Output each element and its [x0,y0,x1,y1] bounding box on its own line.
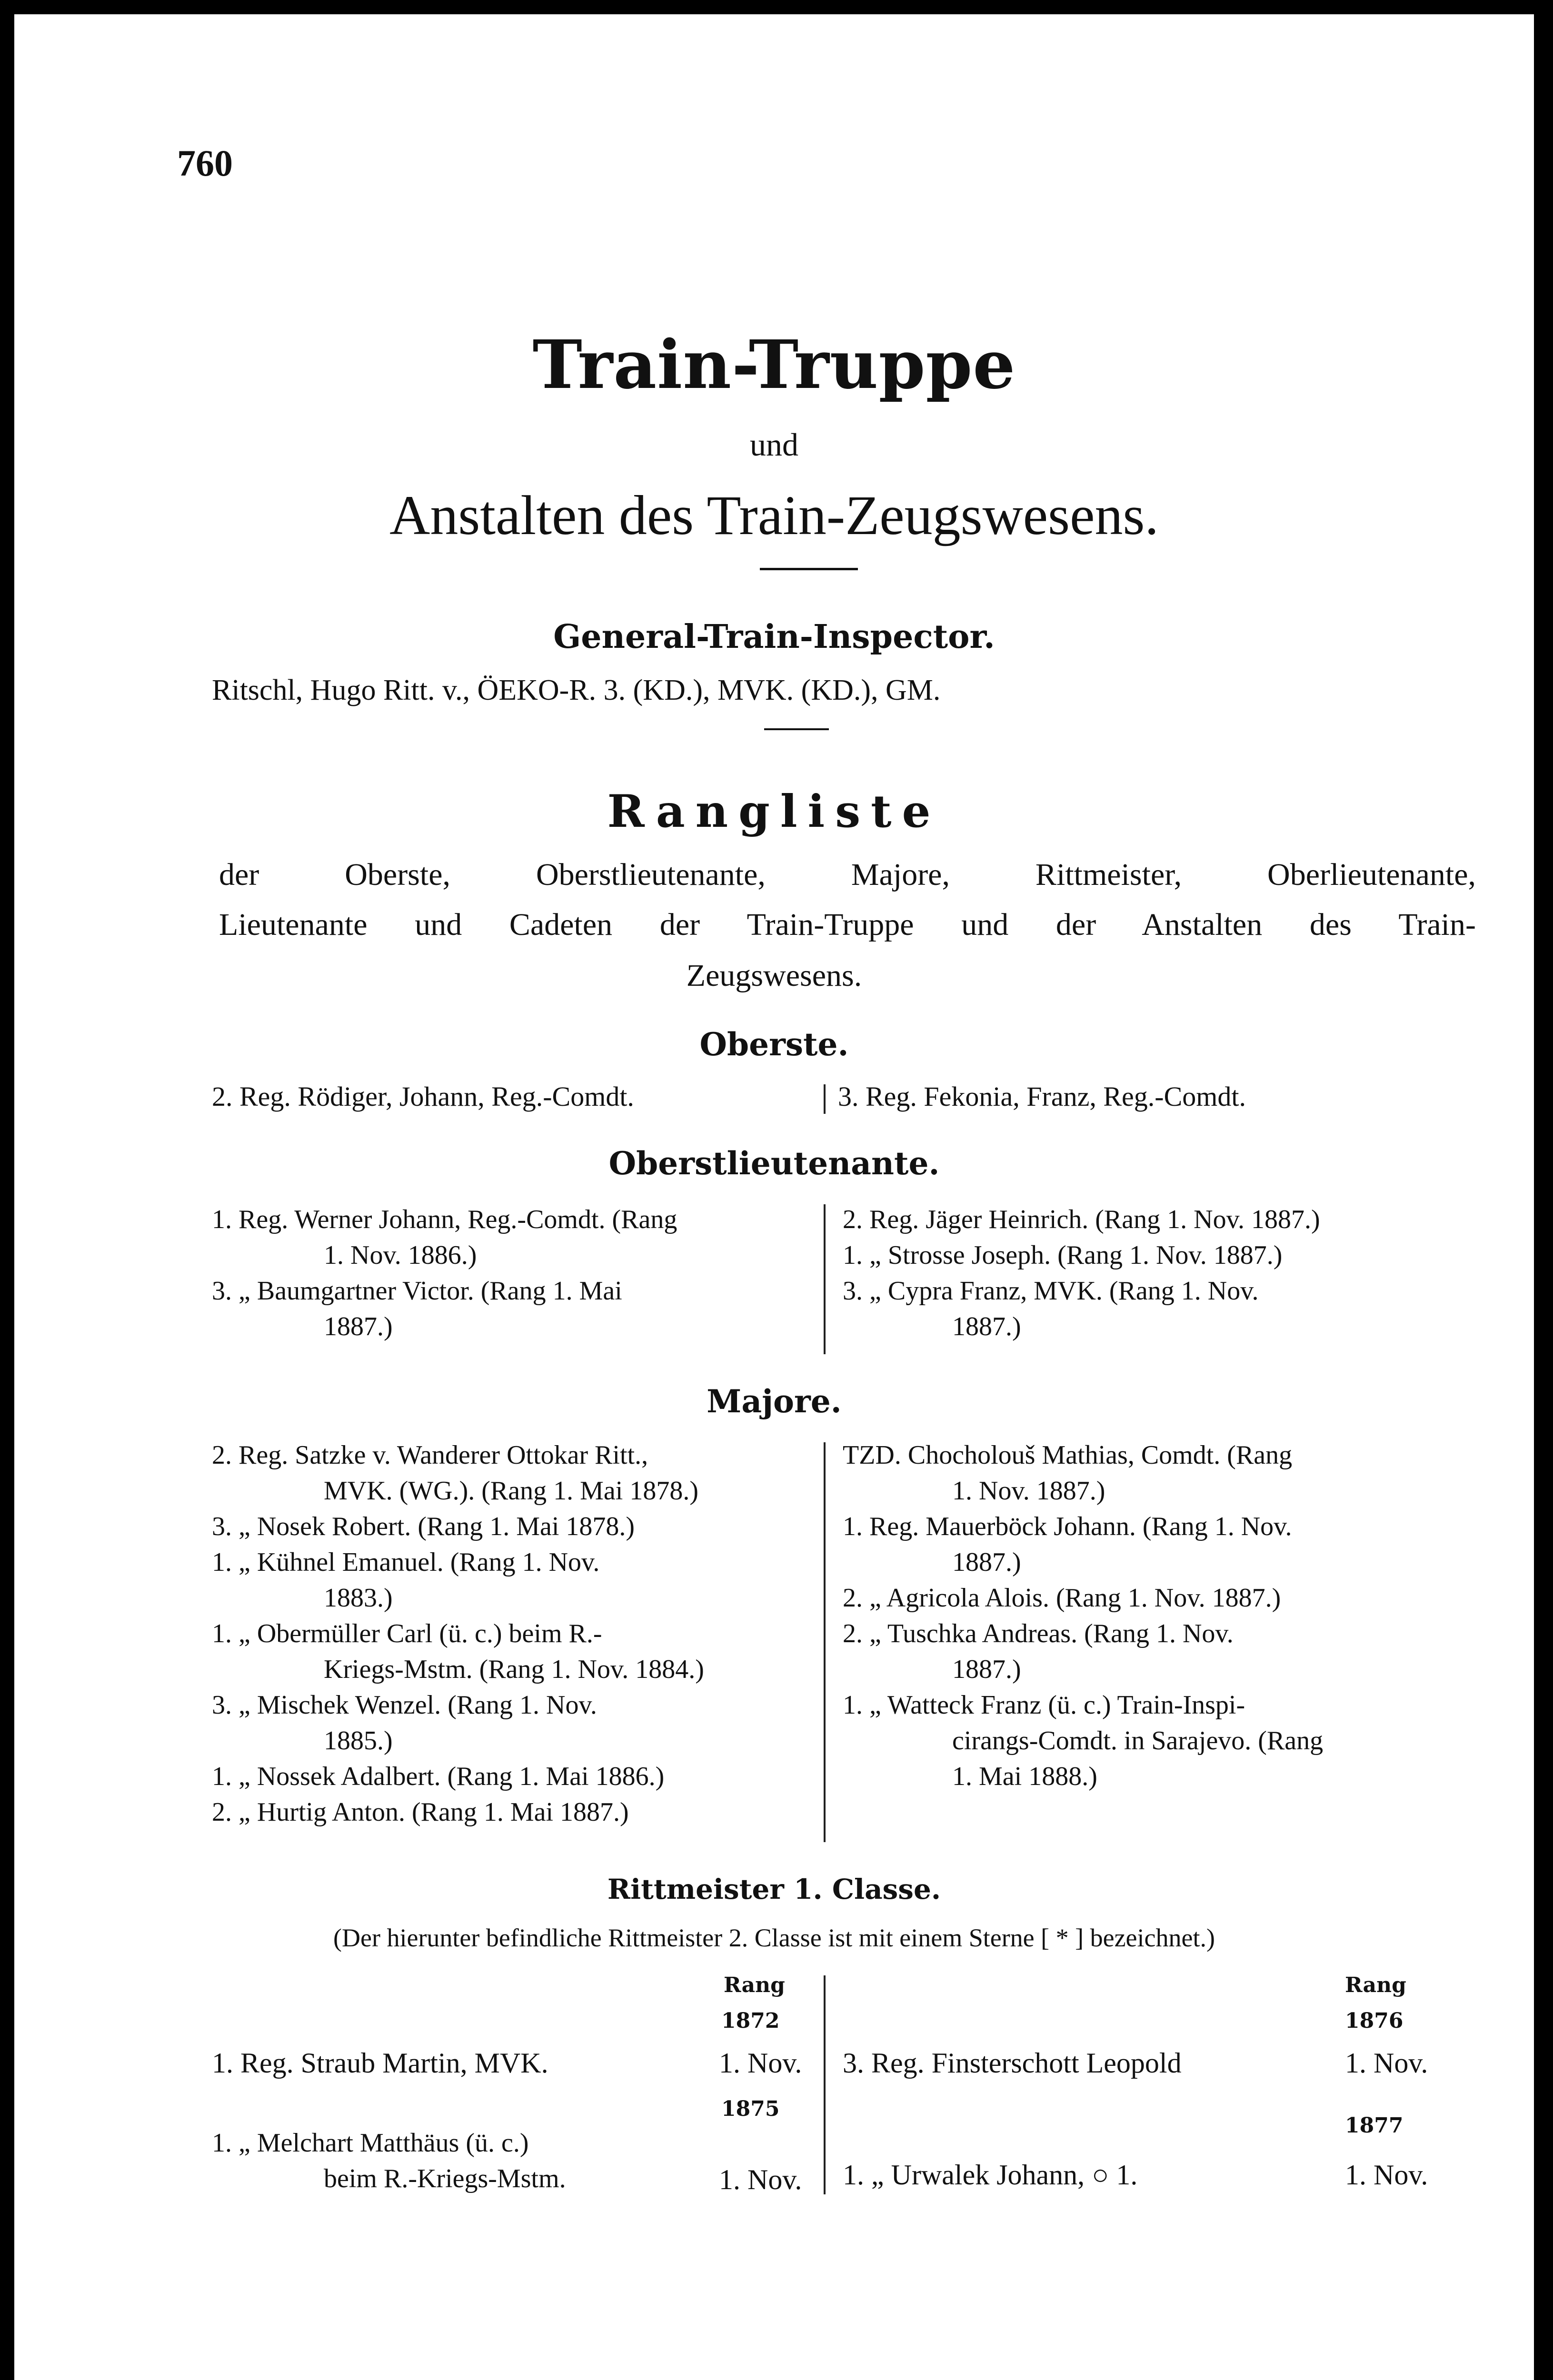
page-subtitle: Anstalten des Train-Zeugswesens. [389,484,1159,546]
list-item: beim R.-Kriegs-Mstm. [324,2164,566,2193]
inspector-entry: Ritschl, Hugo Ritt. v., ÖEKO-R. 3. (KD.), MVK. (KD.), GM. [212,674,941,706]
list-item: 1. Reg. Werner Johann, Reg.-Comdt. (Rang [212,1205,677,1234]
list-item: Kriegs-Mstm. (Rang 1. Nov. 1884.) [324,1655,704,1684]
oberste-heading: Oberste. [699,1026,849,1063]
list-item: 1. „ Watteck Franz (ü. c.) Train-Inspi- [843,1690,1245,1720]
divider [760,568,858,570]
list-item: 1. Reg. Straub Martin, MVK. [212,2047,548,2079]
list-item: 1. Reg. Mauerböck Johann. (Rang 1. Nov. [843,1512,1292,1541]
list-item: 3. „ Mischek Wenzel. (Rang 1. Nov. [212,1690,597,1720]
list-item: 1. Nov. 1887.) [952,1476,1105,1506]
intro-line: Zeugswesens. [686,958,862,993]
rang-date: 1. Nov. [1345,2047,1428,2079]
intro-line: Lieutenante und Cadeten der Train-Truppe und der Anstalten des Train- [219,907,1476,942]
rang-date: 1. Nov. [1345,2159,1428,2191]
list-item: TZD. Chocholouš Mathias, Comdt. (Rang [843,1440,1293,1470]
list-item: 1887.) [324,1312,393,1341]
list-item: 1. „ Urwalek Johann, ○ 1. [843,2159,1138,2191]
rang-label: Rang [1345,1973,1406,1997]
list-item: 3. „ Baumgartner Victor. (Rang 1. Mai [212,1276,622,1306]
list-item: 2. „ Tuschka Andreas. (Rang 1. Nov. [843,1619,1234,1648]
rang-date: 1. Nov. [719,2164,802,2195]
list-item: 3. „ Cypra Franz, MVK. (Rang 1. Nov. [843,1276,1259,1306]
list-item: 3. Reg. Finsterschott Leopold [843,2047,1182,2079]
list-item: 1887.) [952,1547,1021,1577]
list-item: 1. „ Strosse Joseph. (Rang 1. Nov. 1887.) [843,1240,1283,1270]
inspector-heading: General-Train-Inspector. [553,618,995,656]
list-item: MVK. (WG.). (Rang 1. Mai 1878.) [324,1476,698,1506]
title-connector: und [750,426,798,463]
majore-heading: Majore. [707,1383,842,1420]
rang-date: 1. Nov. [719,2047,802,2079]
divider [764,728,829,730]
rang-year: 1872 [721,2009,780,2033]
column-divider [824,1084,826,1114]
rang-label: Rang [724,1973,785,1997]
rittmeister-heading: Rittmeister 1. Classe. [607,1873,941,1905]
list-item: 2. „ Agricola Alois. (Rang 1. Nov. 1887.) [843,1583,1281,1613]
list-item: 2. Reg. Jäger Heinrich. (Rang 1. Nov. 1887.) [843,1205,1320,1234]
column-divider [824,1442,826,1842]
column-divider [824,1204,826,1354]
list-item: 1. „ Melchart Matthäus (ü. c.) [212,2128,529,2158]
rang-year: 1875 [721,2097,780,2121]
rangliste-heading: Rangliste [607,785,941,838]
list-item: 2. Reg. Rödiger, Johann, Reg.-Comdt. [212,1081,634,1112]
document-page [14,14,1534,2380]
list-item: 3. Reg. Fekonia, Franz, Reg.-Comdt. [838,1081,1246,1112]
oberstlieutenante-heading: Oberstlieutenante. [608,1145,940,1182]
page-title: Train-Truppe [532,326,1016,404]
list-item: 1883.) [324,1583,393,1613]
rang-year: 1876 [1345,2009,1404,2033]
page-number: 760 [177,142,233,184]
list-item: 3. „ Nosek Robert. (Rang 1. Mai 1878.) [212,1512,635,1541]
list-item: 1. Mai 1888.) [952,1762,1097,1791]
list-item: 1. „ Obermüller Carl (ü. c.) beim R.- [212,1619,602,1648]
intro-line: der Oberste, Oberstlieutenante, Majore, Rittmeister, Oberlieutenante, [219,857,1476,892]
list-item: 2. „ Hurtig Anton. (Rang 1. Mai 1887.) [212,1797,629,1827]
list-item: cirangs-Comdt. in Sarajevo. (Rang [952,1726,1324,1755]
rang-year: 1877 [1345,2113,1404,2138]
list-item: 1887.) [952,1312,1021,1341]
rittmeister-note: (Der hierunter befindliche Rittmeister 2. Classe ist mit einem Sterne [ * ] bezeichnet.) [333,1924,1215,1952]
list-item: 1. „ Kühnel Emanuel. (Rang 1. Nov. [212,1547,600,1577]
list-item: 1. „ Nossek Adalbert. (Rang 1. Mai 1886.) [212,1762,665,1791]
list-item: 1885.) [324,1726,393,1755]
list-item: 1. Nov. 1886.) [324,1240,477,1270]
column-divider [824,1975,826,2194]
list-item: 1887.) [952,1655,1021,1684]
list-item: 2. Reg. Satzke v. Wanderer Ottokar Ritt., [212,1440,648,1470]
